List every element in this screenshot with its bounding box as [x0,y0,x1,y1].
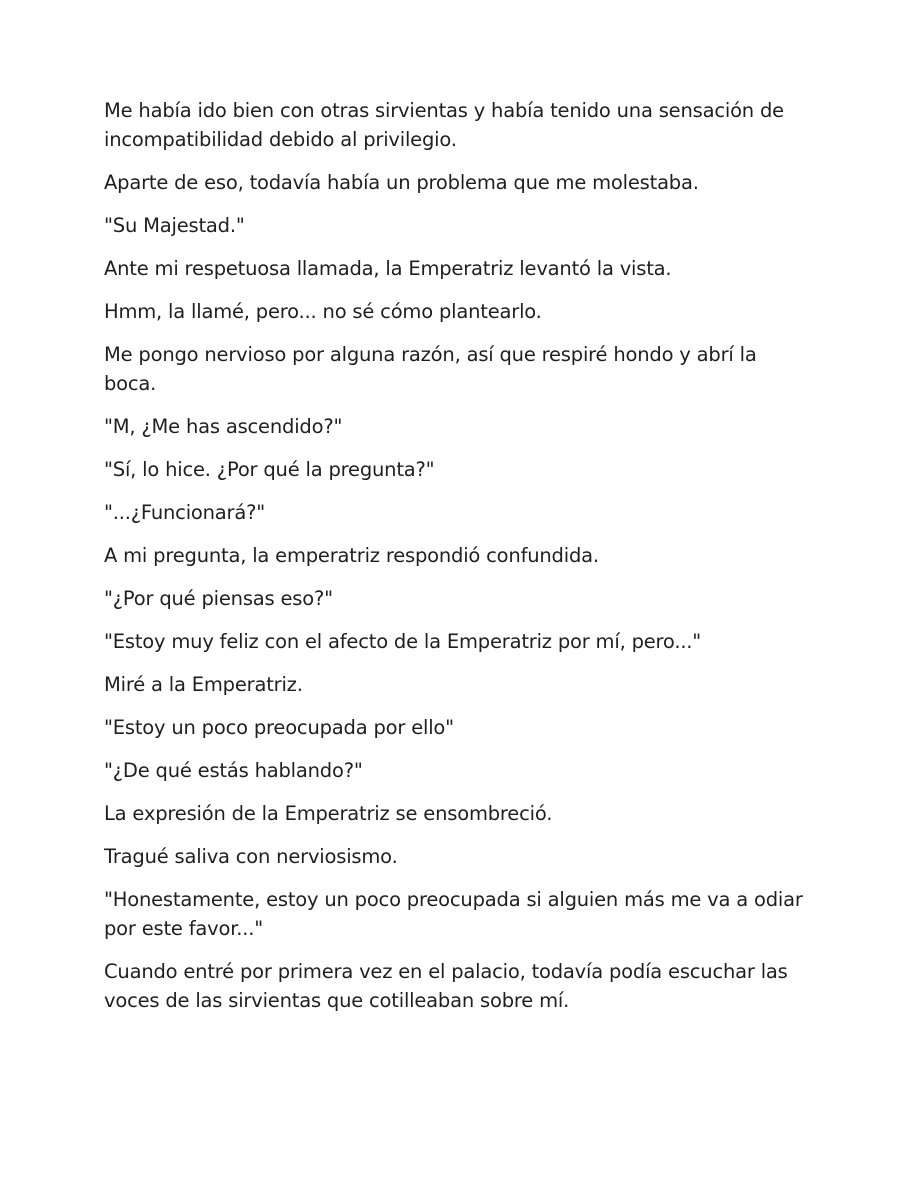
document-page [104,96,804,1029]
paragraph-1: Me había ido bien con otras sirvientas y había tenido una sensación de incompatibilidad debido al privilegio. [104,99,784,151]
paragraph-4: Ante mi respetuosa llamada, la Emperatriz levantó la vista. [104,257,672,280]
paragraph-2: Aparte de eso, todavía había un problema que me molestaba. [104,171,699,194]
paragraph-12: "Estoy muy feliz con el afecto de la Emperatriz por mí, pero..." [104,630,702,653]
paragraph-7: "M, ¿Me has ascendido?" [104,415,343,438]
paragraph-14: "Estoy un poco preocupada por ello" [104,716,454,739]
paragraph-3: "Su Majestad." [104,214,245,237]
paragraph-9: "...¿Funcionará?" [104,501,266,524]
paragraph-17: Tragué saliva con nerviosismo. [104,845,398,868]
paragraph-5: Hmm, la llamé, pero... no sé cómo plantearlo. [104,300,542,323]
paragraph-11: "¿Por qué piensas eso?" [104,587,333,610]
paragraph-13: Miré a la Emperatriz. [104,673,303,696]
paragraph-10: A mi pregunta, la emperatriz respondió confundida. [104,544,599,567]
paragraph-6: Me pongo nervioso por alguna razón, así que respiré hondo y abrí la boca. [104,343,757,395]
paragraph-8: "Sí, lo hice. ¿Por qué la pregunta?" [104,458,435,481]
paragraph-18: "Honestamente, estoy un poco preocupada si alguien más me va a odiar por este favor..." [104,888,803,940]
paragraph-16: La expresión de la Emperatriz se ensombreció. [104,802,553,825]
paragraph-19: Cuando entré por primera vez en el palacio, todavía podía escuchar las voces de las sirvientas que cotilleaban sobre mí. [104,960,788,1012]
paragraph-15: "¿De qué estás hablando?" [104,759,363,782]
